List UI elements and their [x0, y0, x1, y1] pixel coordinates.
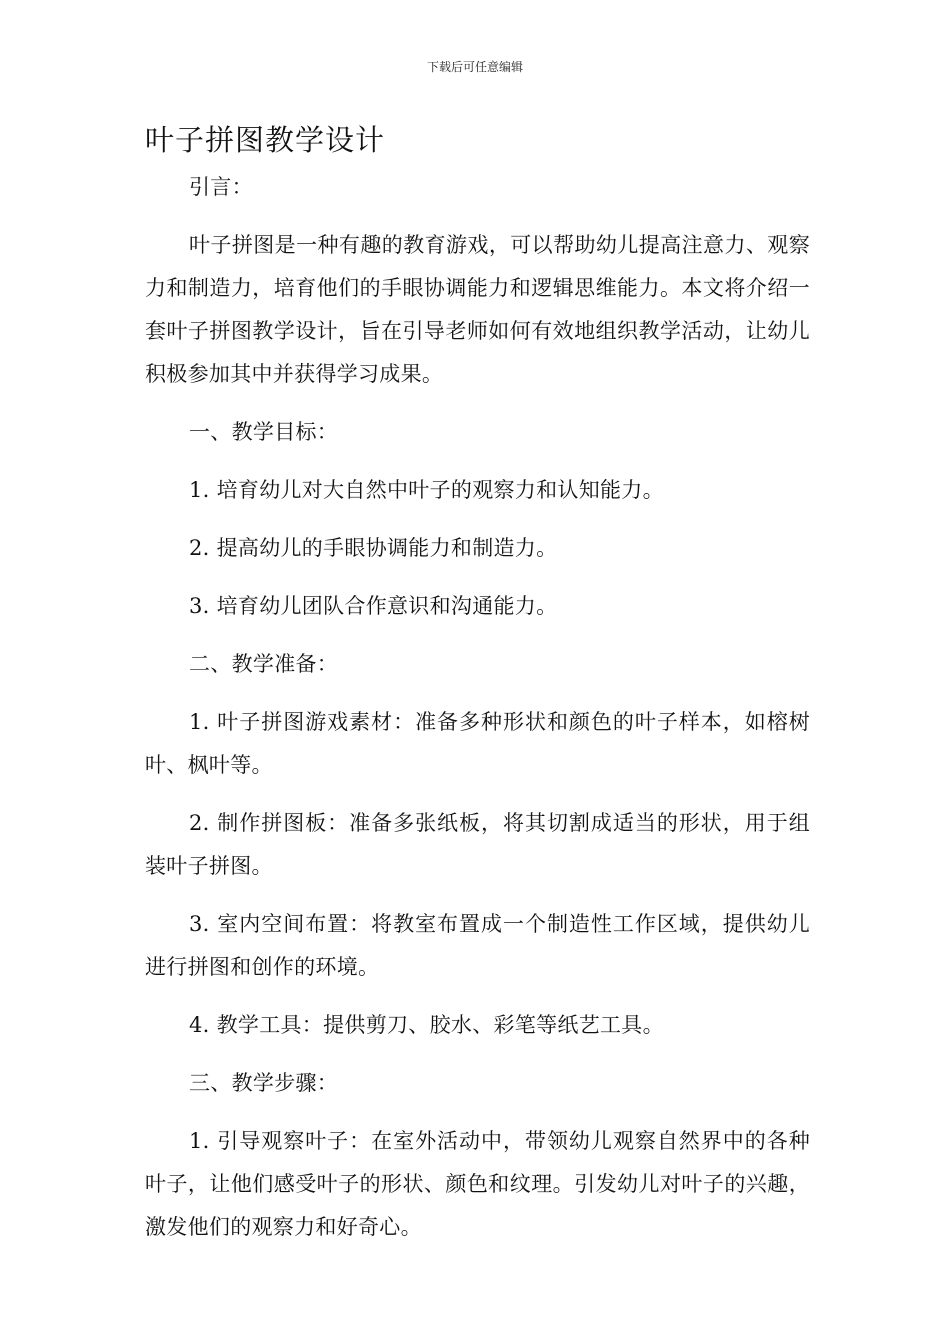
paragraph-intro-label: 引言： — [189, 175, 253, 199]
goal-item-3: 3. 培育幼儿团队合作意识和沟通能力。 — [189, 594, 558, 618]
goal-item-1: 1. 培育幼儿对大自然中叶子的观察力和认知能力。 — [189, 478, 664, 502]
step-item-1: 1. 引导观察叶子：在室外活动中，带领幼儿观察自然界中的各种叶子，让他们感受叶子的形状、颜色和纹理。引发幼儿对叶子的兴趣，激发他们的观察力和好奇心。 — [145, 1129, 810, 1239]
preparation-item-2: 2. 制作拼图板：准备多张纸板，将其切割成适当的形状，用于组装叶子拼图。 — [145, 811, 810, 878]
preparation-item-1: 1. 叶子拼图游戏素材：准备多种形状和颜色的叶子样本，如榕树叶、枫叶等。 — [145, 710, 810, 777]
section-heading-goals: 一、教学目标： — [189, 420, 339, 444]
document-title: 叶子拼图教学设计 — [145, 123, 386, 157]
header-note: 下载后可任意编辑 — [426, 60, 523, 74]
preparation-item-4: 4. 教学工具：提供剪刀、胶水、彩笔等纸艺工具。 — [189, 1013, 664, 1037]
goal-item-2: 2. 提高幼儿的手眼协调能力和制造力。 — [189, 536, 558, 560]
section-heading-preparation: 二、教学准备： — [189, 652, 339, 676]
section-heading-steps: 三、教学步骤： — [189, 1071, 339, 1095]
paragraph-intro: 叶子拼图是一种有趣的教育游戏，可以帮助幼儿提高注意力、观察力和制造力，培育他们的手眼协调能力和逻辑思维能力。本文将介绍一套叶子拼图教学设计，旨在引导老师如何有效地组织教学活动，让幼儿积极参加其中并获得学习成果。 — [145, 233, 810, 386]
preparation-item-3: 3. 室内空间布置：将教室布置成一个制造性工作区域，提供幼儿进行拼图和创作的环境。 — [145, 912, 810, 979]
document-body — [145, 166, 810, 1264]
